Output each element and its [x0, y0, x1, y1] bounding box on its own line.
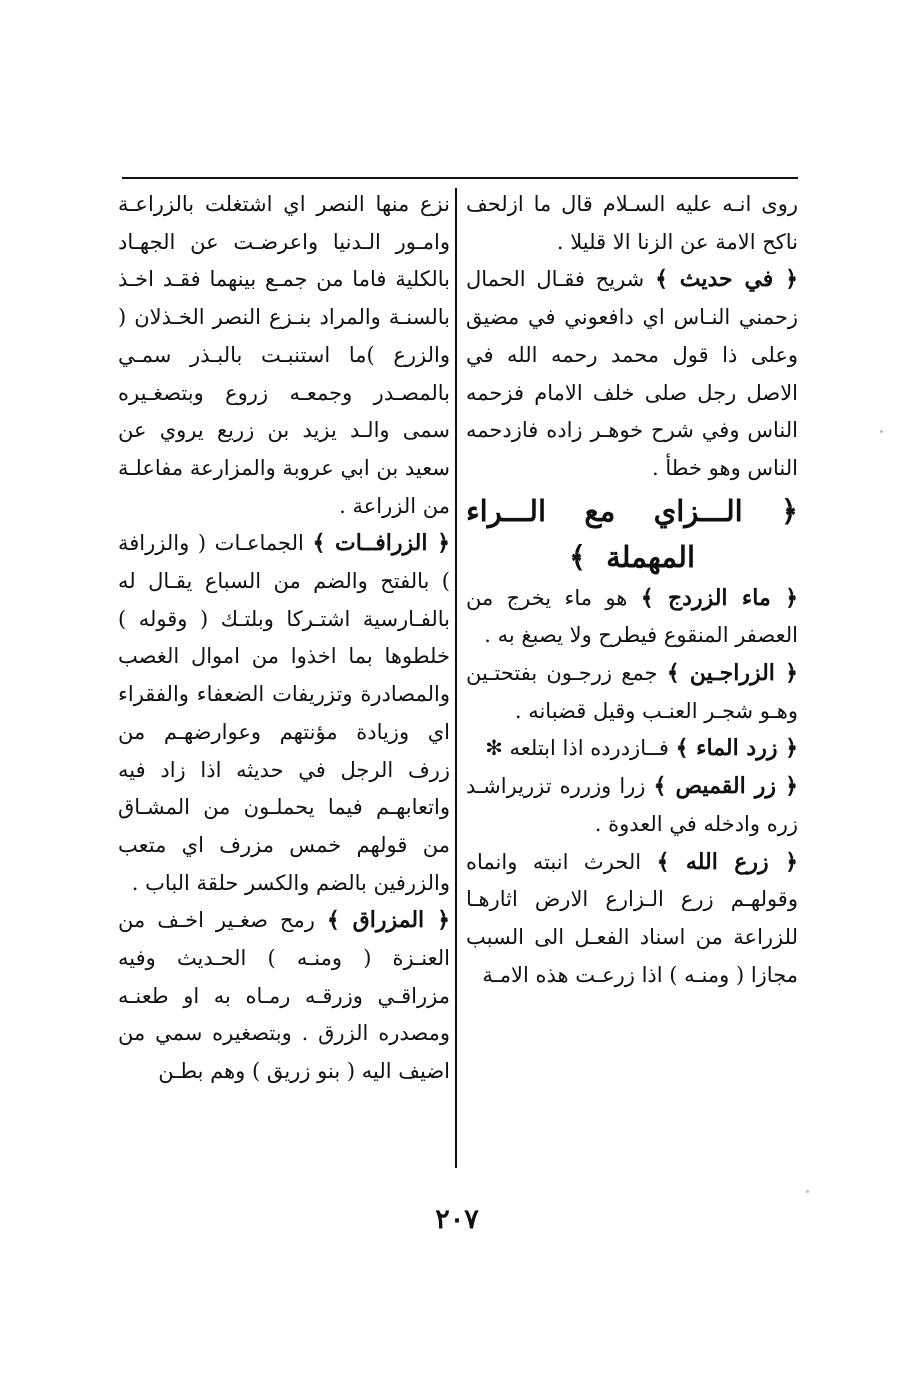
paragraph: نزع منها النصر اي اشتغلت بالزراعـة وامـور الـدنيا واعرضـت عن الجهـاد بالكلية فاما من جمـع بينهما فقـد اخـذ بالسنـة والمراد بنـزع النصر الخـذلان ( والزرع )ما استنبـت بالبـذر سمـي بالمصـدر وجمعـه زروع وبتصغـيره سمى والـد يزيد بن زريع يروي عن سعيد بن ابي عروبة والمزارعة مفاعلـة من الزراعة . — [118, 192, 450, 518]
scan-speck — [806, 1190, 809, 1193]
paragraph: روى انـه عليه السـلام قال ما ازلحف ناكح الامة عن الزنا الا قليلا . — [466, 192, 798, 254]
top-rule — [122, 177, 798, 179]
headword: ﴿ زرع الله ﴾ — [656, 848, 798, 875]
headword: ﴿ زر القميص ﴾ — [653, 773, 798, 800]
entry-text: هو ماء يخرج من العصفر المنقوع فيطرح ولا يصبغ به . — [466, 585, 798, 648]
column-divider — [455, 188, 457, 1168]
entry-text: الجماعـات ( والزرافة ) بالفتح والضم من السباع يقـال له بالفـارسية اشتـركا وبلتـك ( وقوله ) خلطوها بما اخذوا من اموال الغصب والمصادرة وتزريفات الضعفاء والفقراء اي وزيادة مؤنتهم وعوارضهـم من زرف الرجل في حديثه اذا زاد فيه واتعابهـم فيما يحملـون من المشـاق من قولهم خمس مزرف اي متعب والزرفين بالضم والكسر حلقة الباب . — [118, 531, 450, 895]
headword: ﴿ في حديث ﴾ — [655, 266, 798, 293]
entry — [466, 730, 798, 768]
left-column — [118, 186, 450, 1176]
section-heading: ﴿ الـــزاي مع الـــراء المهملة ﴾ — [466, 493, 798, 574]
scan-speck — [880, 430, 883, 433]
entry-text: جمع زرجـون بفتحتـين وهـو شجـر العنـب وقيل قضبانه . — [466, 661, 798, 723]
headword: ﴿ ماء الزردج ﴾ — [640, 584, 798, 611]
headword: ﴿ المزراق ﴾ — [326, 907, 450, 934]
right-column — [466, 186, 798, 1176]
entry — [118, 902, 450, 1091]
entry-text: زرا وزرره تزريراشـد زره وادخله في العدوة . — [466, 774, 798, 836]
entry — [466, 844, 798, 995]
headword: ﴿ زرد الماء ﴾ — [675, 735, 798, 762]
entry — [466, 655, 798, 730]
entry — [466, 768, 798, 843]
entry-text: رمح صغـير اخـف من العنـزة ( ومنـه ) الحـديث وفيه مزراقـي وزرقـه رمـاه به او طعنـه ومصدره الزرق . وبتصغيره سمي من اضيف اليه ( بنو زريق ) وهم بطـن — [118, 908, 450, 1084]
headword: ﴿ الزراجـين ﴾ — [666, 660, 798, 687]
entry-text: فــازدرده اذا ابتلعه ✻ — [485, 736, 676, 761]
entry — [466, 580, 798, 655]
entry-text: الحرث انبته وانماه وقولهـم زرع الـزارع الارض اثارهـا للزراعة من اسناد الفعـل الى السبب مجازا ( ومنـه ) اذا زرعـت هذه الامـة — [466, 849, 798, 987]
headword: ﴿ الزرافــات ﴾ — [312, 530, 450, 557]
entry — [466, 261, 798, 487]
entry — [118, 525, 450, 902]
entry-text: شريح فقـال الحمال زحمني النـاس اي دافعوني في مضيق وعلى ذا قول محمد رحمه الله في الاصل رجل صلى خلف الامام فزحمه الناس وفي شرح خوهـر زاده فازدحمه الناس وهو خطأ . — [466, 267, 798, 480]
page-number: ٢٠٧ — [435, 1204, 479, 1235]
